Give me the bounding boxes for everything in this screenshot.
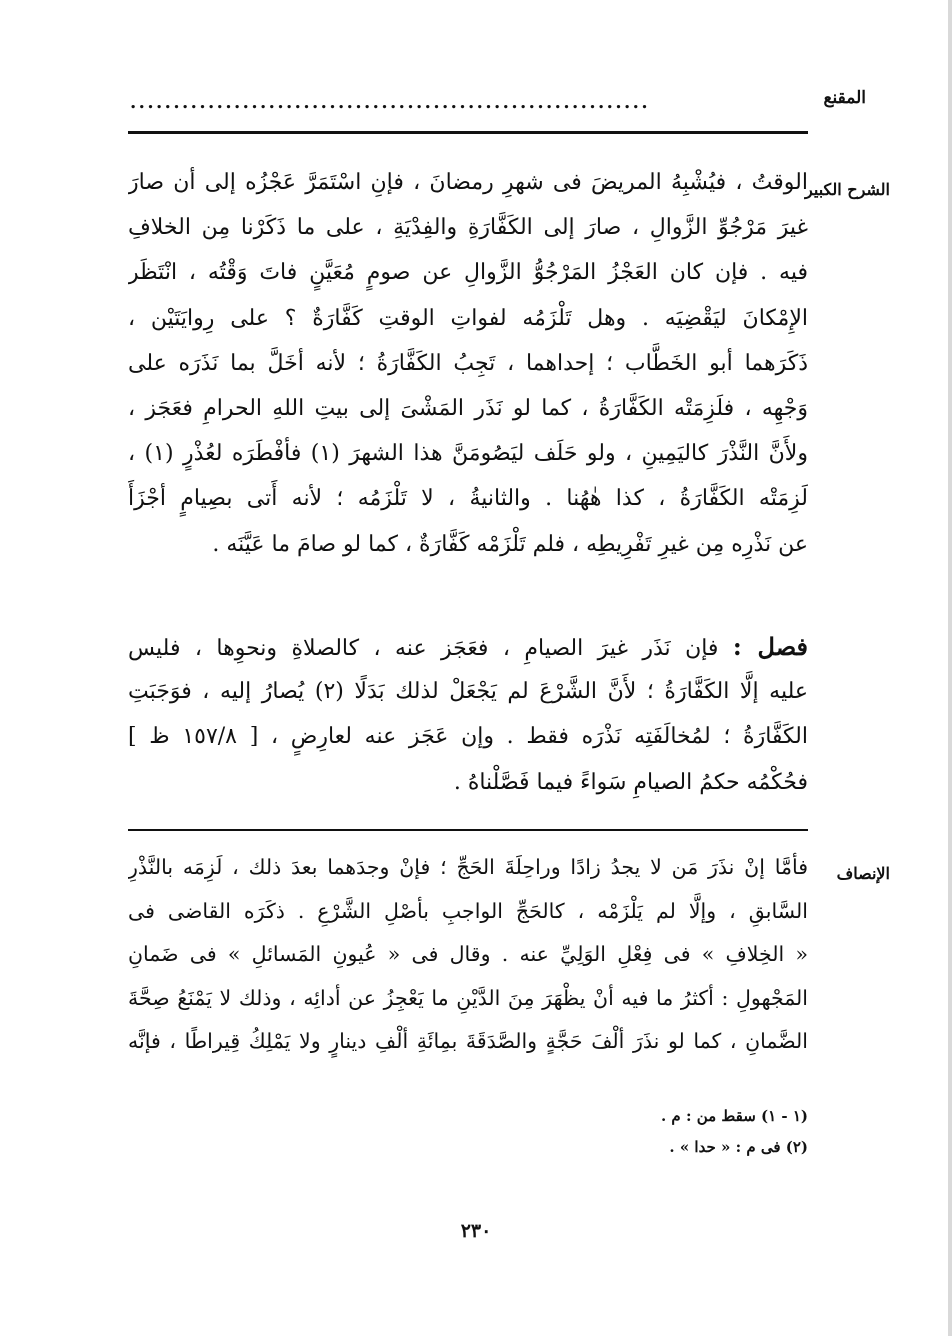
text-line: لَزِمَتْه الكَفَّارَةُ ، كذا هٰهُنا . والثانيةُ ، لا تَلْزَمُه ؛ لأنه أَتى بصِيامٍ أجْزَأَ [128,486,808,512]
text-line: وَجْهِه ، فلَزِمَتْه الكَفَّارَةُ ، كما لو نَذَر المَشْىَ إلى بيتِ اللهِ الحرامِ فعَجَز ، [128,395,808,421]
footnote: (١ - ١) سقط من : م . [660,1107,808,1125]
fasl-block [128,624,808,805]
footnote: (٢) فى م : « حدا » . [669,1138,808,1156]
text-line: ولأَنَّ النَّذْرَ كاليَمِينِ ، ولو حَلَف ليَصُومَنَّ هذا الشهرَ (١) فأفْطَرَه لعُذْرٍ (١) ، [128,441,808,467]
text-line: ذَكَرَهما أبو الخَطَّاب ؛ إحداهما ، تَجِبُ الكَفَّارَةُ ؛ لأنه أخَلَّ بما نَذَرَه على [128,350,808,376]
text-line: « الخِلافِ » فى فِعْلِ الوَلِيِّ عنه . وقال فى « عُيونِ المَسائلِ » فى ضَمانِ [128,942,808,967]
text-line: السَّابقِ ، وإلَّا لم يَلْزَمْه ، كالحَجِّ الواجبِ بأصْلِ الشَّرْعِ . ذكَرَه القاضى فى [128,898,808,923]
header-dotted-leader: ............................................................ [130,92,650,113]
main-commentary-block [128,160,808,567]
page-number: ٢٣٠ [460,1220,492,1242]
text-line: عليه إلَّا الكَفَّارَةُ ؛ لأَنَّ الشَّرْعَ لم يَجْعَلْ لذلك بَدَلًا (٢) يُصارُ إليه ، فوَجَبَتِ [128,679,808,705]
header-rule [128,131,808,134]
page-edge [948,0,952,1336]
text-line: الضَّمانِ ، كما لو نذَرَ ألْفَ حَجَّةٍ والصَّدَقَةَ بمِائَةِ ألْفِ دينارٍ ولا يَمْلِكُ قِيراطًا ، فإنَّه [128,1029,808,1054]
text-line: المَجْهولِ : أكثرُ ما فيه أنْ يظْهَرَ مِنَ الدَّيْنِ ما يَعْجِزُ عن أدائِه ، وذلك لا يَمْنَعُ صِحَّةَ [128,985,808,1010]
section-divider [128,829,808,831]
running-header-title: المقنع [823,88,866,108]
text-line: فيه . فإن كان العَجْزُ المَرْجُوُّ الزَّوالِ عن صومٍ مُعَيَّنٍ فاتَ وَقْتُه ، انْتَظَر [128,260,808,286]
text-line: الوقتُ ، فيُشْبِهُ المريضَ فى شهرِ رمضانَ ، فإنِ اسْتَمَرَّ عَجْزُه إلى أن صارَ [128,170,808,195]
text-line: الإِمْكانَ ليَقْضِيَه . وهل تَلْزَمُه لفواتِ الوقتِ كَفَّارَةٌ ؟ على رِوايَتَيْن ، [128,305,808,331]
footnotes [661,1101,808,1163]
fasl-first-line-text: فإن نَذَر غيرَ الصيامِ ، فعَجَز عنه ، كالصلاةِ ونحوِها ، فليس [128,636,719,661]
text-line: الكَفَّارَةُ ؛ لمُخالَفَتِه نَذْرَه فقط . وإن عَجَز عنه لعارِضٍ ، [ ١٥٧/٨ ظ ] [128,724,808,750]
side-label-insaf: الإنصاف [836,864,890,883]
fasl-first-line [128,624,808,669]
text-line: فأمَّا إنْ نذَرَ مَن لا يجدُ زادًا وراحِلَةَ الحَجِّ ؛ فإنْ وجدَهما بعدَ ذلك ، لَزِمَه بالنَّذْرِ [128,855,808,879]
fasl-heading: فصل : [732,632,808,661]
text-line: فحُكْمُه حكمُ الصيامِ سَواءً فيما فَصَّلْناهُ . [453,769,808,795]
insaf-block [128,846,808,1064]
text-line: غيرَ مَرْجُوِّ الزَّوالِ ، صارَ إلى الكَفَّارَةِ والفِدْيَةِ ، على ما ذَكَرْنا مِن الخلافِ [128,215,808,241]
side-label-sharh: الشرح الكبير [805,180,890,199]
text-line: عن نَذْرِه مِن غيرِ تَفْرِيطِه ، فلم تَلْزَمْه كَفَّارَةٌ ، كما لو صامَ ما عَيَّنَه . [212,531,808,557]
